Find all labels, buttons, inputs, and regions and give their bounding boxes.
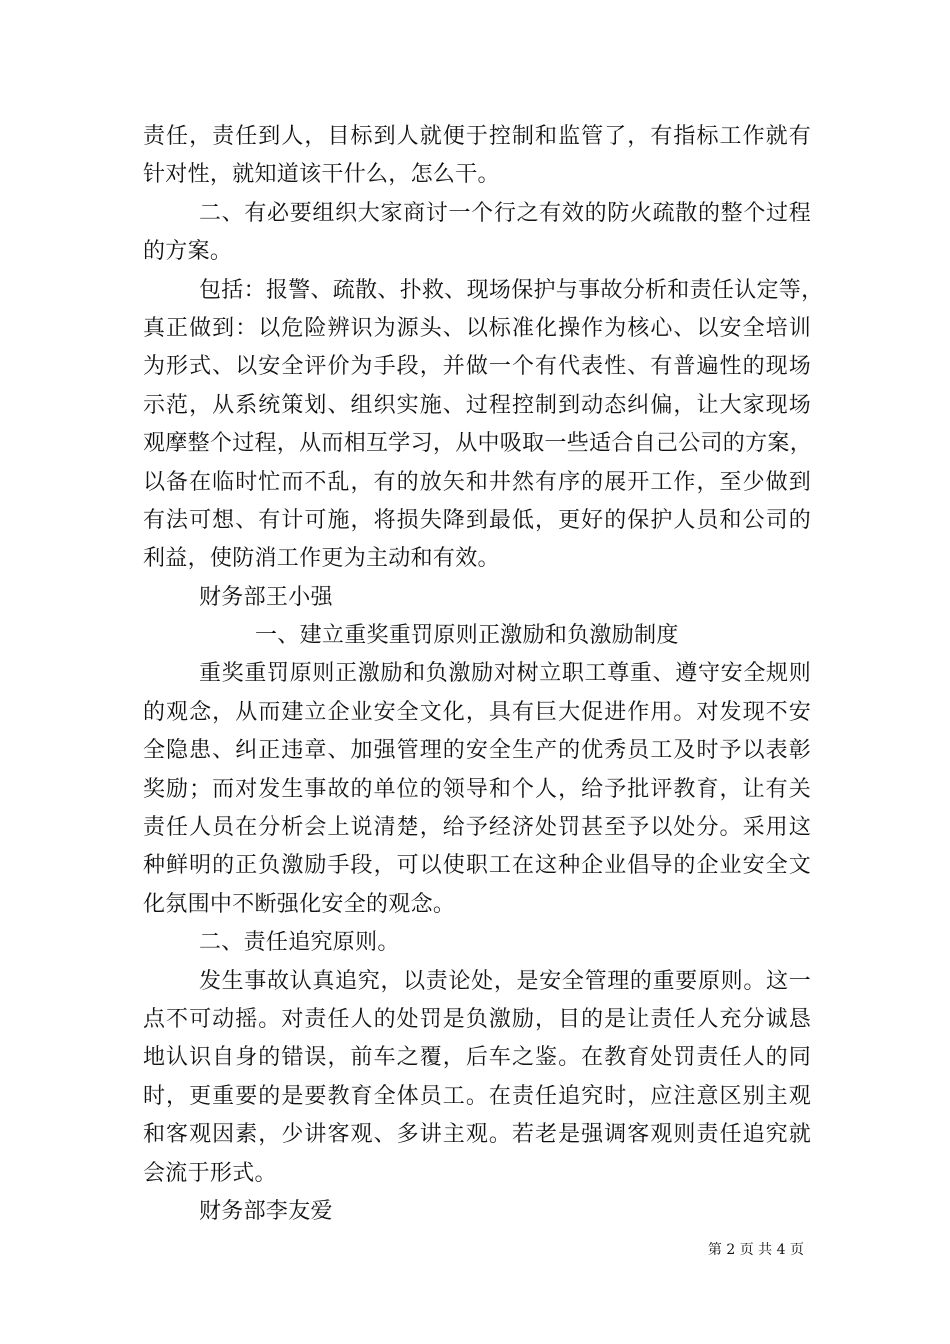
text-line: 和客观因素，少讲客观、多讲主观。若老是强调客观则责任追究就 bbox=[143, 1122, 811, 1148]
text-line: 会流于形式。 bbox=[143, 1160, 277, 1186]
text-line: 点不可动摇。对责任人的处罚是负激励，目的是让责任人充分诚恳 bbox=[143, 1006, 811, 1032]
text-line: 的方案。 bbox=[143, 239, 233, 265]
text-line: 示范，从系统策划、组织实施、过程控制到动态纠偏，让大家现场 bbox=[143, 392, 811, 418]
text-line: 责任人员在分析会上说清楚，给予经济处罚甚至予以处分。采用这 bbox=[143, 815, 811, 841]
section-heading: 一、建立重奖重罚原则正激励和负激励制度 bbox=[255, 623, 679, 649]
text-line: 以备在临时忙而不乱，有的放矢和井然有序的展开工作，至少做到 bbox=[143, 469, 811, 495]
text-line: 化氛围中不断强化安全的观念。 bbox=[143, 891, 456, 917]
text-line: 的观念，从而建立企业安全文化，具有巨大促进作用。对发现不安 bbox=[143, 699, 811, 725]
text-line: 二、有必要组织大家商讨一个行之有效的防火疏散的整个过程 bbox=[199, 200, 811, 226]
text-line: 包括：报警、疏散、扑救、现场保护与事故分析和责任认定等， bbox=[199, 277, 824, 303]
text-line: 责任，责任到人，目标到人就便于控制和监管了，有指标工作就有 bbox=[143, 124, 811, 149]
text-line: 有法可想、有计可施，将损失降到最低，更好的保护人员和公司的 bbox=[143, 507, 811, 533]
text-line: 利益，使防消工作更为主动和有效。 bbox=[143, 546, 500, 572]
text-line: 真正做到：以危险辨识为源头、以标准化操作为核心、以安全培训 bbox=[143, 315, 811, 341]
author-line: 财务部李友爱 bbox=[199, 1198, 333, 1224]
author-line: 财务部王小强 bbox=[199, 584, 333, 610]
document-body bbox=[143, 118, 824, 1231]
text-line: 全隐患、纠正违章、加强管理的安全生产的优秀员工及时予以表彰 bbox=[143, 738, 811, 764]
text-line: 重奖重罚原则正激励和负激励对树立职工尊重、遵守安全规则 bbox=[199, 661, 811, 687]
text-line: 针对性，就知道该干什么，怎么干。 bbox=[143, 162, 500, 188]
text-line: 奖励；而对发生事故的单位的领导和个人，给予批评教育，让有关 bbox=[143, 776, 811, 802]
page-number: 第 2 页 共 4 页 bbox=[707, 1242, 804, 1258]
section-heading: 二、责任追究原则。 bbox=[199, 930, 400, 956]
text-line: 种鲜明的正负激励手段，可以使职工在这种企业倡导的企业安全文 bbox=[143, 853, 811, 879]
text-line: 地认识自身的错误，前车之覆，后车之鉴。在教育处罚责任人的同 bbox=[143, 1045, 811, 1071]
text-line: 为形式、以安全评价为手段，并做一个有代表性、有普遍性的现场 bbox=[143, 354, 811, 380]
text-line: 时，更重要的是要教育全体员工。在责任追究时，应注意区别主观 bbox=[143, 1083, 811, 1109]
text-line: 观摩整个过程，从而相互学习，从中吸取一些适合自己公司的方案， bbox=[143, 431, 813, 457]
text-line: 发生事故认真追究，以责论处，是安全管理的重要原则。这一 bbox=[199, 968, 811, 994]
